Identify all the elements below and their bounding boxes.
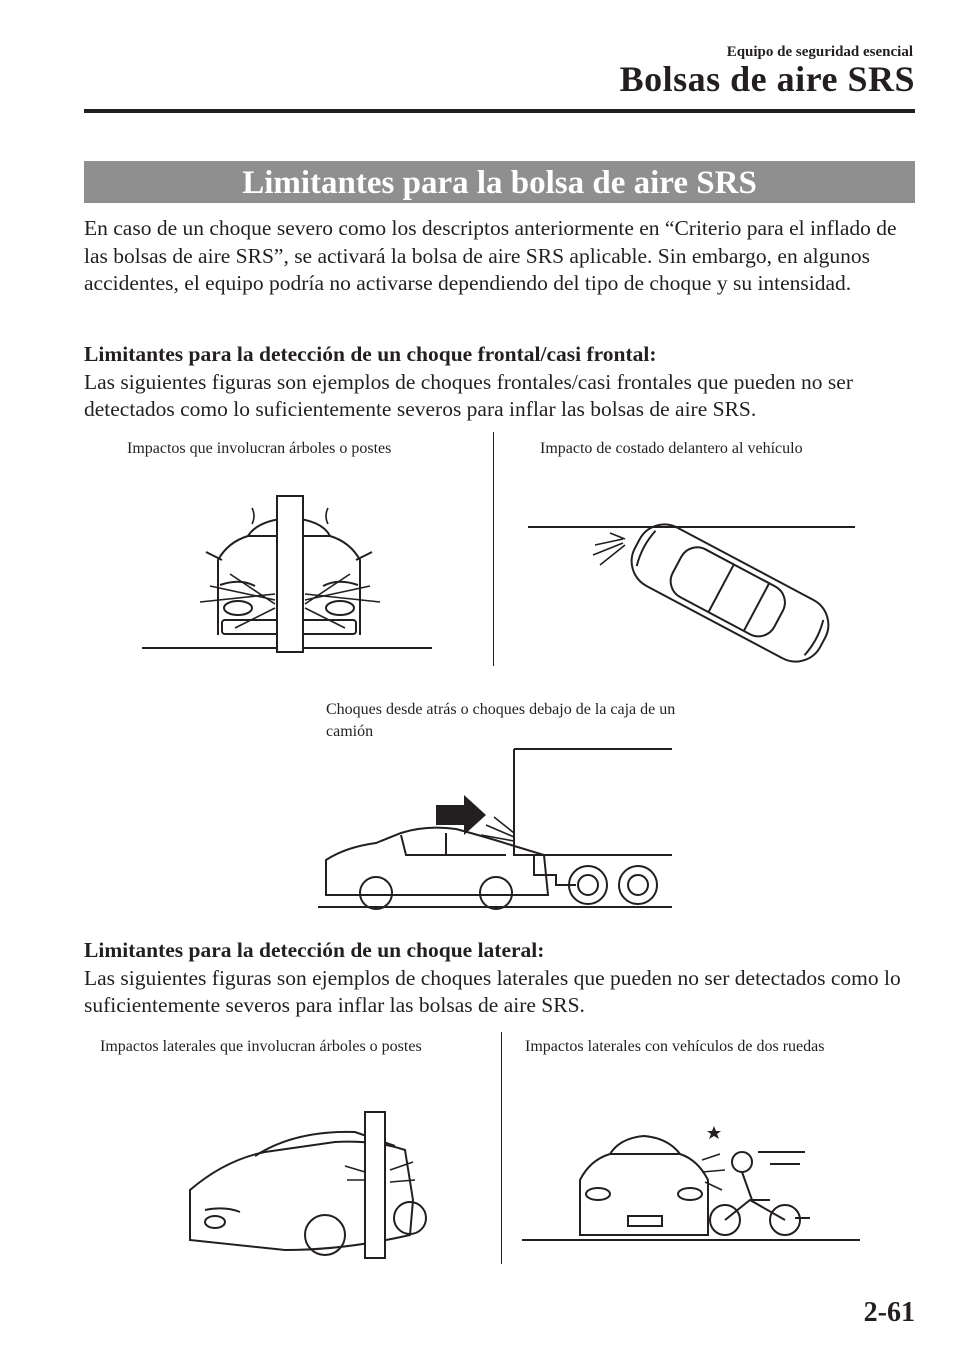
caption-rear-underride: Choques desde atrás o choques debajo de la caja de un camión	[326, 701, 676, 740]
caption-side-pole-impact: Impactos laterales que involucran árboles o postes	[100, 1038, 422, 1055]
truck-underride-illustration	[316, 745, 676, 915]
frontal-section	[84, 341, 924, 424]
caption-two-wheeler-impact: Impactos laterales con vehículos de dos ruedas	[525, 1038, 825, 1055]
lateral-heading: Limitantes para la detección de un choque lateral:	[84, 938, 545, 962]
page-title: Bolsas de aire SRS	[619, 59, 915, 99]
caption-side-front-impact: Impacto de costado delantero al vehículo	[540, 440, 803, 457]
figure-divider	[493, 432, 494, 666]
header-rule	[84, 109, 915, 113]
figure-divider-lateral	[501, 1032, 502, 1264]
section-label: Equipo de seguridad esencial	[726, 44, 913, 60]
pole-impact-illustration	[140, 490, 440, 660]
lateral-section	[84, 937, 924, 1020]
frontal-heading: Limitantes para la detección de un choque frontal/casi frontal:	[84, 342, 657, 366]
page-number: 2-61	[863, 1297, 915, 1328]
side-pole-impact-illustration	[185, 1110, 425, 1260]
lateral-text: Las siguientes figuras son ejemplos de choques laterales que pueden no ser detectados como lo suficientemente severos para inflar las bolsas de aire SRS.	[84, 965, 901, 1017]
intro-paragraph: En caso de un choque severo como los descriptos anteriormente en “Criterio para el inflado de las bolsas de aire SRS”, se activará la bolsa de aire SRS aplicable. Sin embargo, en algunos accidentes, el equipo podría no activarse dependiendo del tipo de choque y su intensidad.	[84, 216, 897, 295]
section-banner: Limitantes para la bolsa de aire SRS	[84, 161, 915, 203]
frontal-text: Las siguientes figuras son ejemplos de choques frontales/casi frontales que pueden no ser detectados como lo suficientemente severos para inflar las bolsas de aire SRS.	[84, 369, 854, 421]
two-wheeler-impact-illustration	[520, 1120, 865, 1245]
side-front-impact-illustration	[525, 515, 865, 665]
caption-pole-impact: Impactos que involucran árboles o postes	[127, 440, 392, 457]
